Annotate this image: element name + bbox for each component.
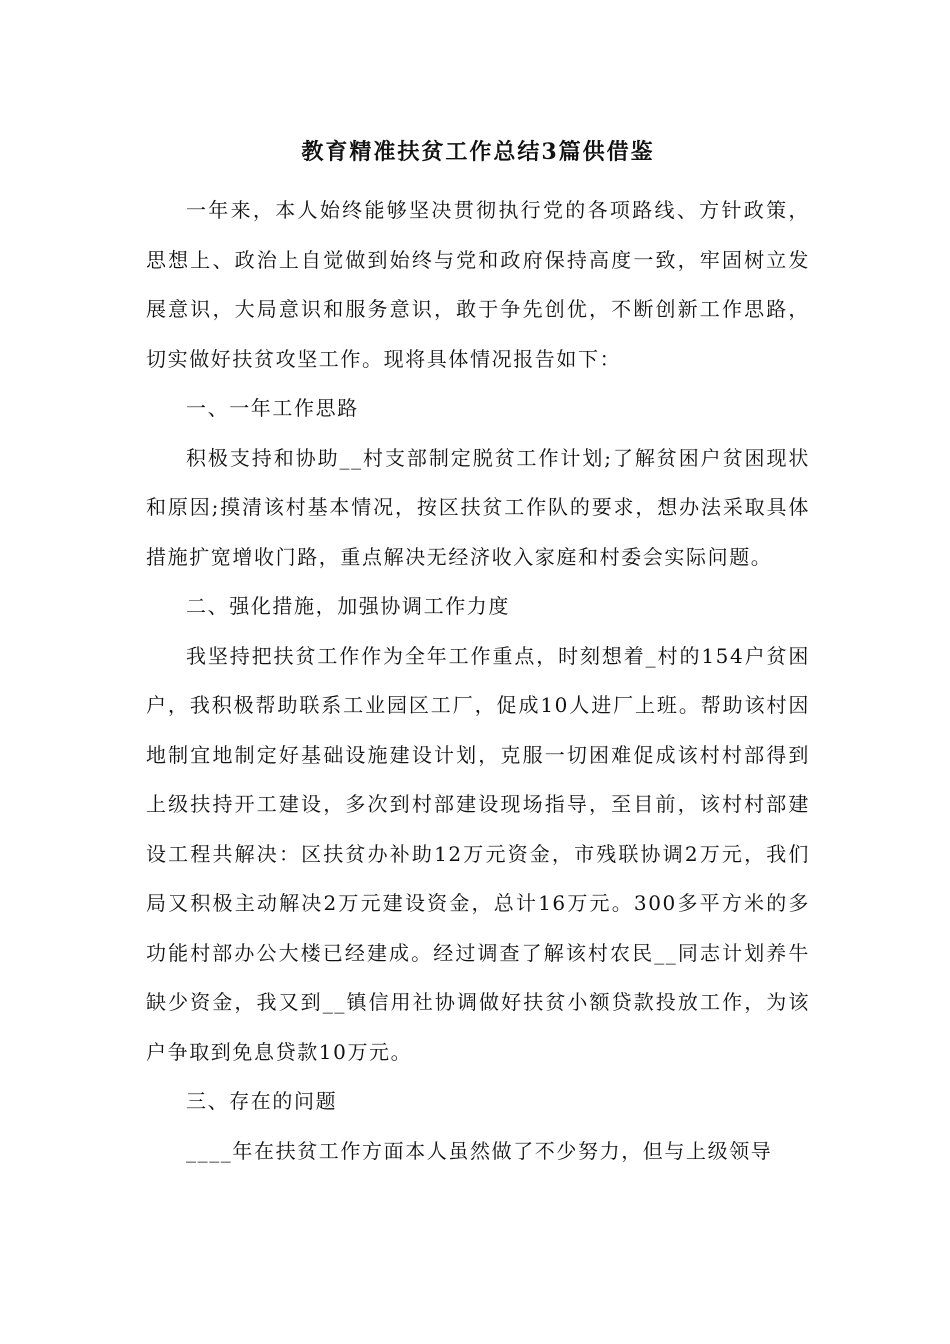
- section-body-1: 积极支持和协助__村支部制定脱贫工作计划;了解贫困户贫困现状和原因;摸清该村基本情况，按区扶贫工作队的要求，想办法采取具体措施扩宽增收门路，重点解决无经济收入家庭和村委会实际问题。: [146, 445, 810, 569]
- section-body-2: 我坚持把扶贫工作作为全年工作重点，时刻想着_村的154户贫困户，我积极帮助联系工业园区工厂，促成10人进厂上班。帮助该村因地制宜地制定好基础设施建设计划，克服一切困难促成该村村部得到上级扶持开工建设，多次到村部建设现场指导，至目前，该村村部建设工程共解决：区扶贫办补助12万元资金，市残联协调2万元，我们局又积极主动解决2万元建设资金，总计16万元。300多平方米的多功能村部办公大楼已经建成。经过调查了解该村农民__同志计划养牛缺少资金，我又到__镇信用社协调做好扶贫小额贷款投放工作，为该户争取到免息贷款10万元。: [146, 643, 810, 1064]
- section-body-3: ____年在扶贫工作方面本人虽然做了不少努力，但与上级领导: [186, 1138, 773, 1163]
- intro-paragraph: 一年来，本人始终能够坚决贯彻执行党的各项路线、方针政策，思想上、政治上自觉做到始终与党和政府保持高度一致，牢固树立发展意识，大局意识和服务意识，敢于争先创优，不断创新工作思路，切实做好扶贫攻坚工作。现将具体情况报告如下：: [146, 198, 810, 371]
- document-title: 教育精准扶贫工作总结3篇供借鉴: [301, 139, 655, 165]
- section-heading-1: 一、一年工作思路: [186, 396, 359, 420]
- section-heading-2: 二、强化措施，加强协调工作力度: [186, 594, 510, 618]
- section-heading-3: 三、存在的问题: [186, 1089, 338, 1113]
